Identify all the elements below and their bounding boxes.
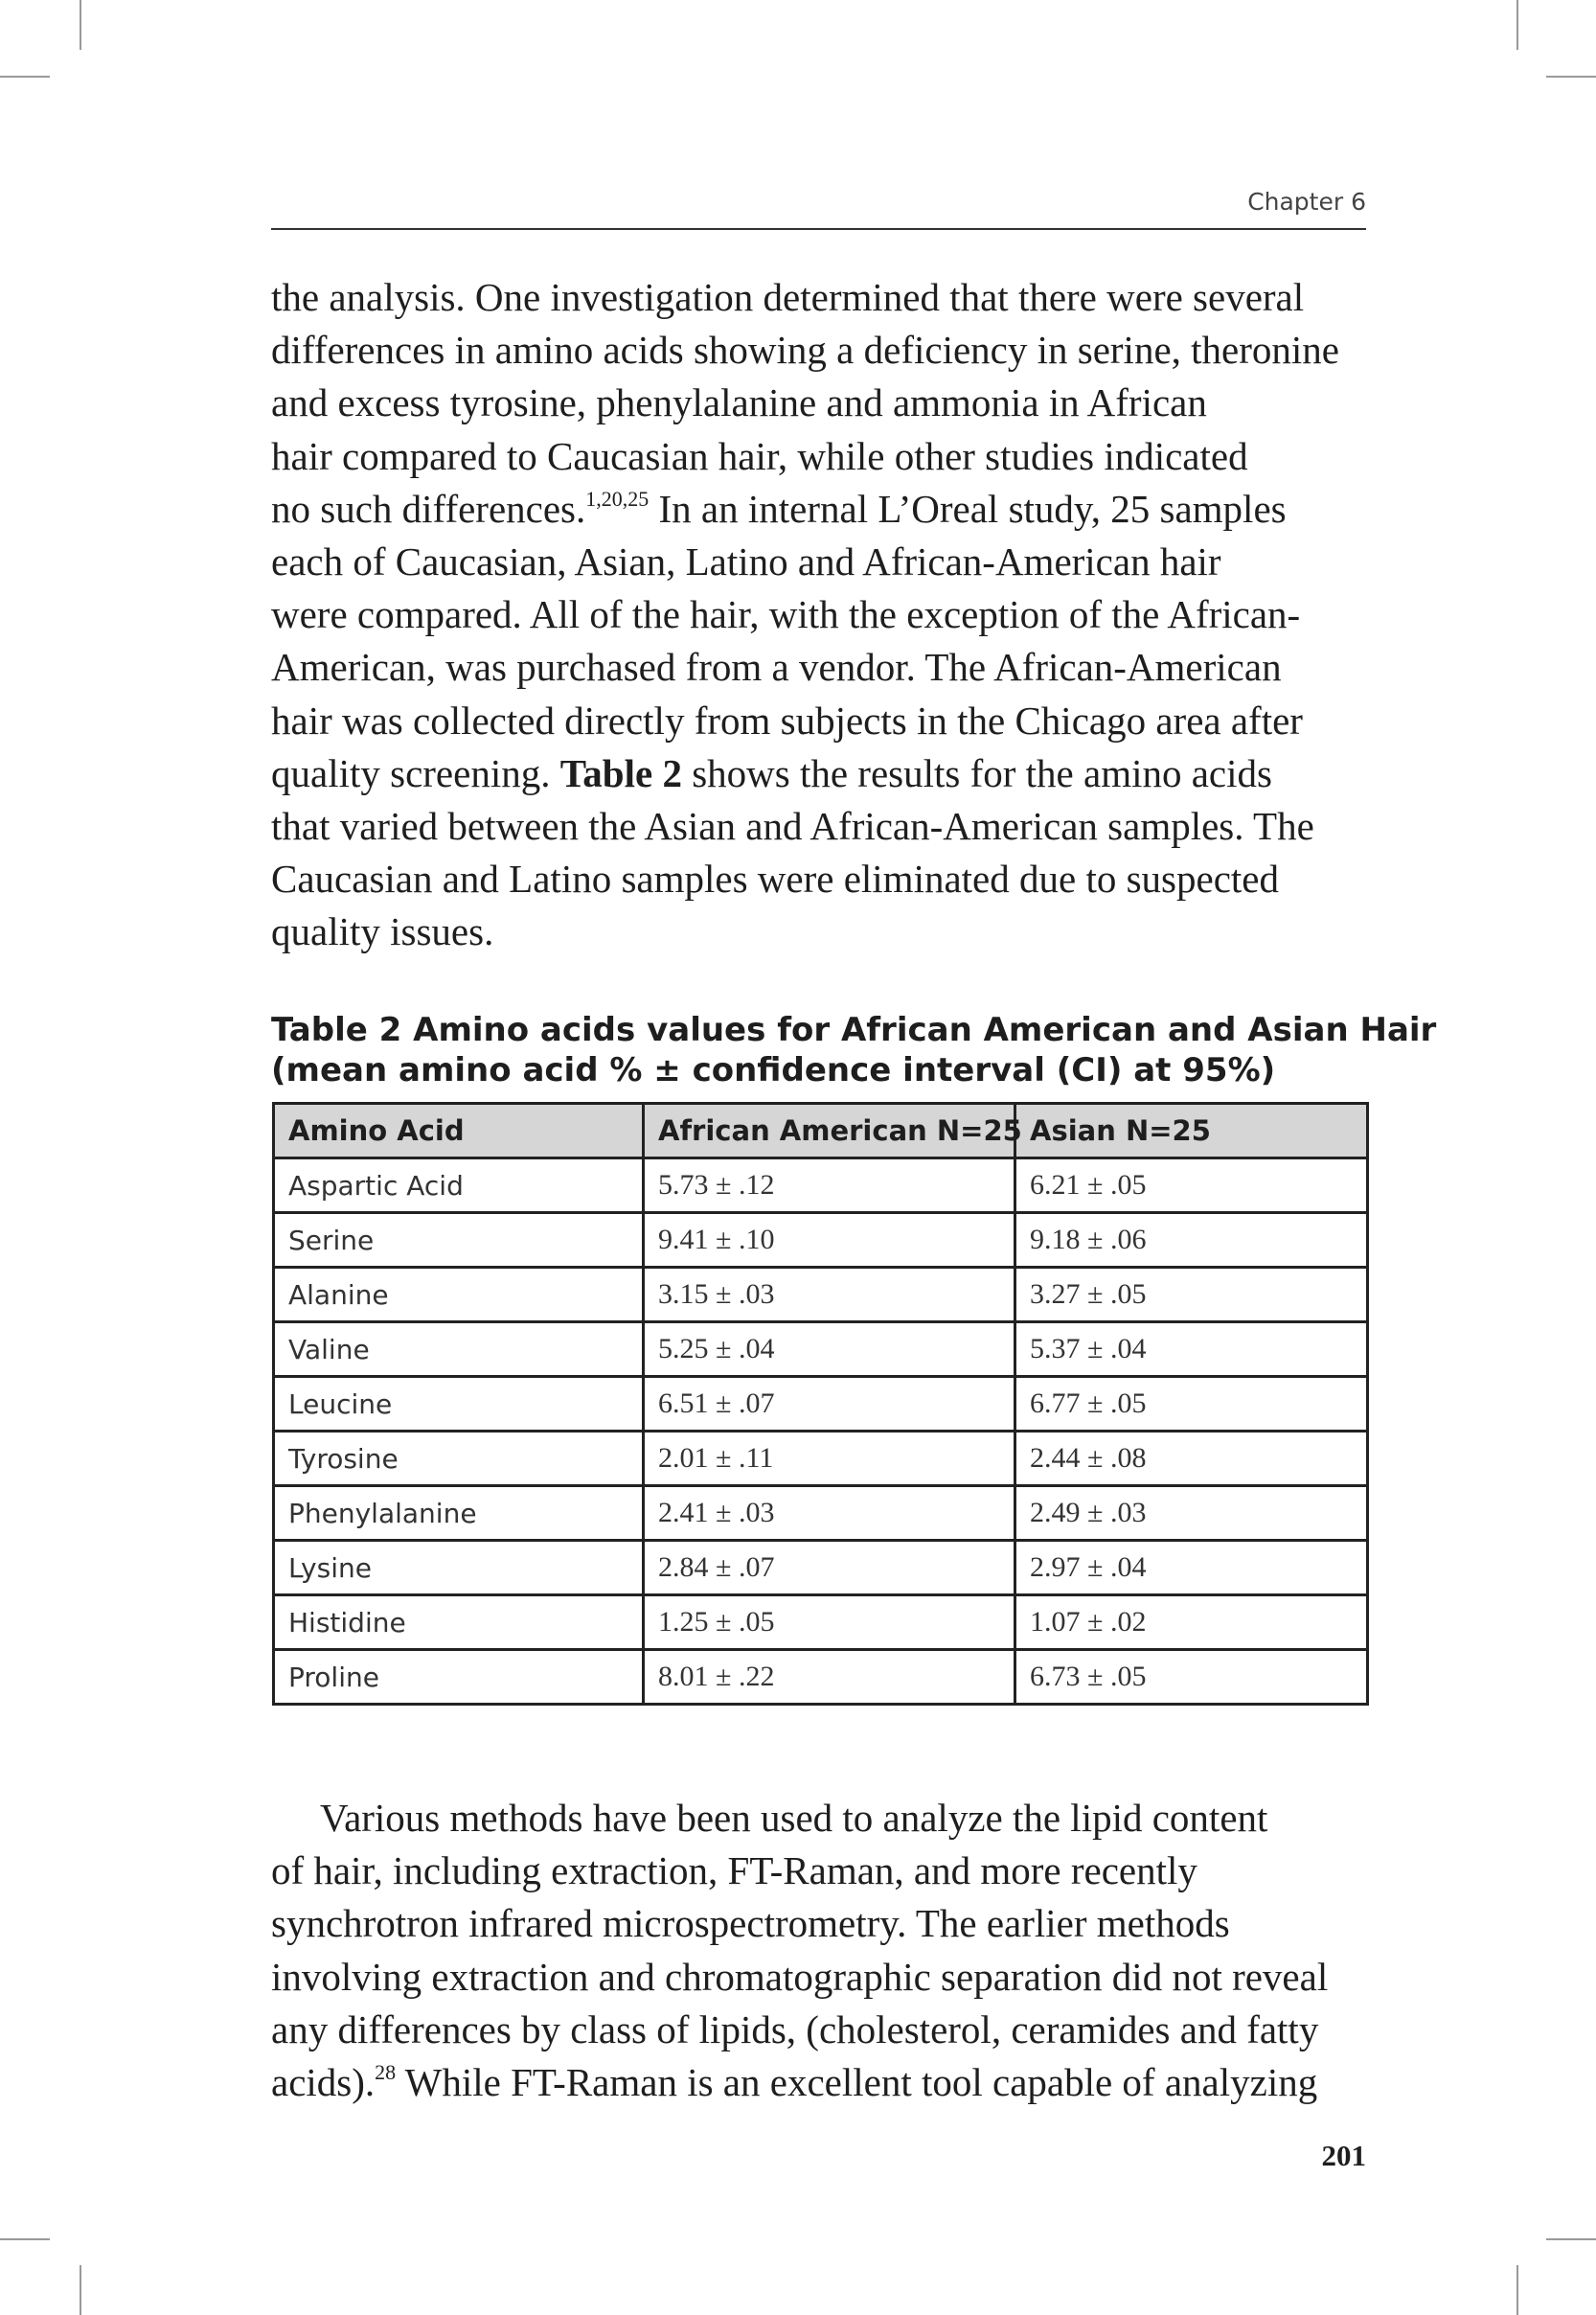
table-row (274, 1322, 1368, 1377)
amino-acid-name: Valine (274, 1322, 644, 1377)
crop-mark (1546, 2238, 1596, 2240)
crop-mark (0, 2238, 50, 2240)
text-line (271, 588, 1366, 641)
asian-value: 5.37 ± .04 (1015, 1322, 1368, 1377)
text-line (271, 271, 1366, 324)
text-run: synchrotron infrared microspectrometry. The earlier methods (271, 1901, 1230, 1946)
amino-acid-name: Phenylalanine (274, 1486, 644, 1541)
crop-mark (0, 76, 50, 78)
table-row (274, 1432, 1368, 1486)
asian-value: 1.07 ± .02 (1015, 1595, 1368, 1650)
page-number: 201 (1321, 2139, 1366, 2172)
text-run: of hair, including extraction, FT-Raman, and more recently (271, 1848, 1197, 1893)
text-line (271, 853, 1366, 905)
amino-acid-name: Proline (274, 1650, 644, 1705)
table-caption (271, 1010, 1437, 1090)
text-line (271, 747, 1366, 800)
text-run: quality issues. (271, 909, 494, 954)
text-line (271, 430, 1366, 483)
text-line (271, 1951, 1366, 2004)
text-run: American, was purchased from a vendor. The African-American (271, 645, 1282, 690)
crop-mark (80, 0, 81, 50)
text-run: shows the results for the amino acids (681, 750, 1272, 795)
text-line (271, 483, 1366, 536)
table-row (274, 1541, 1368, 1595)
amino-acid-name: Serine (274, 1213, 644, 1268)
amino-acid-name: Aspartic Acid (274, 1158, 644, 1213)
asian-value: 2.49 ± .03 (1015, 1486, 1368, 1541)
text-run: were compared. All of the hair, with the exception of the African- (271, 592, 1301, 637)
column-header-asian: Asian N=25 (1015, 1104, 1368, 1158)
asian-value: 3.27 ± .05 (1015, 1268, 1368, 1322)
citation-superscript: 1,20,25 (585, 486, 650, 511)
text-run: While FT-Raman is an excellent tool capable of analyzing (396, 2060, 1318, 2105)
african-american-value: 2.41 ± .03 (644, 1486, 1015, 1541)
body-paragraph (271, 1792, 1366, 2109)
table-row (274, 1595, 1368, 1650)
african-american-value: 1.25 ± .05 (644, 1595, 1015, 1650)
text-line (271, 1897, 1366, 1950)
table-row (274, 1268, 1368, 1322)
asian-value: 6.77 ± .05 (1015, 1377, 1368, 1432)
african-american-value: 2.01 ± .11 (644, 1432, 1015, 1486)
asian-value: 6.21 ± .05 (1015, 1158, 1368, 1213)
text-line (271, 324, 1366, 377)
text-run: that varied between the Asian and African-American samples. The (271, 804, 1314, 849)
column-header-amino-acid: Amino Acid (274, 1104, 644, 1158)
table-row (274, 1650, 1368, 1705)
african-american-value: 5.73 ± .12 (644, 1158, 1015, 1213)
table-header-row (274, 1104, 1368, 1158)
text-run: the analysis. One investigation determined that there were several (271, 275, 1305, 319)
amino-acid-table (272, 1102, 1369, 1706)
text-line (271, 2004, 1366, 2056)
table-caption-line: Table 2 Amino acids values for African American and Asian Hair (271, 1011, 1437, 1049)
asian-value: 2.97 ± .04 (1015, 1541, 1368, 1595)
african-american-value: 5.25 ± .04 (644, 1322, 1015, 1377)
text-run: Caucasian and Latino samples were eliminated due to suspected (271, 857, 1279, 902)
text-run: Various methods have been used to analyze the lipid content (320, 1796, 1268, 1840)
text-line (271, 2056, 1366, 2109)
text-run: and excess tyrosine, phenylalanine and ammonia in African (271, 380, 1207, 425)
asian-value: 2.44 ± .08 (1015, 1432, 1368, 1486)
text-line (271, 695, 1366, 747)
citation-superscript: 28 (375, 2060, 397, 2085)
amino-acid-name: Alanine (274, 1268, 644, 1322)
running-head: Chapter 6 (1247, 188, 1366, 216)
text-run: any differences by class of lipids, (cholesterol, ceramides and fatty (271, 2006, 1319, 2051)
text-line (271, 800, 1366, 853)
table-row (274, 1213, 1368, 1268)
asian-value: 9.18 ± .06 (1015, 1213, 1368, 1268)
african-american-value: 6.51 ± .07 (644, 1377, 1015, 1432)
text-line (271, 377, 1366, 429)
asian-value: 6.73 ± .05 (1015, 1650, 1368, 1705)
amino-acid-name: Leucine (274, 1377, 644, 1432)
amino-acid-name: Tyrosine (274, 1432, 644, 1486)
text-run: no such differences. (271, 486, 586, 531)
text-run: each of Caucasian, Asian, Latino and African-American hair (271, 539, 1221, 584)
header-rule (271, 228, 1366, 230)
amino-acid-name: Lysine (274, 1541, 644, 1595)
table-row (274, 1377, 1368, 1432)
text-run: acids). (271, 2060, 376, 2105)
table-row (274, 1158, 1368, 1213)
text-line (271, 905, 1366, 958)
african-american-value: 2.84 ± .07 (644, 1541, 1015, 1595)
crop-mark (1516, 0, 1518, 50)
african-american-value: 8.01 ± .22 (644, 1650, 1015, 1705)
text-line (271, 1792, 1366, 1845)
text-run: hair was collected directly from subjects in the Chicago area after (271, 698, 1303, 743)
crop-mark (80, 2265, 81, 2315)
body-paragraph (271, 271, 1366, 959)
column-header-african-american: African American N=25 (644, 1104, 1015, 1158)
text-run: involving extraction and chromatographic separation did not reveal (271, 1954, 1329, 1999)
african-american-value: 9.41 ± .10 (644, 1213, 1015, 1268)
text-line (271, 536, 1366, 588)
text-line (271, 1845, 1366, 1897)
text-run: differences in amino acids showing a deficiency in serine, theronine (271, 328, 1339, 373)
table-caption-line: (mean amino acid % ± confidence interval (CI) at 95%) (271, 1051, 1276, 1089)
text-run: In an internal L’Oreal study, 25 samples (649, 486, 1287, 531)
crop-mark (1546, 76, 1596, 78)
text-run: quality screening. (271, 750, 560, 795)
amino-acid-name: Histidine (274, 1595, 644, 1650)
table-reference: Table 2 (559, 750, 682, 795)
text-line (271, 641, 1366, 694)
african-american-value: 3.15 ± .03 (644, 1268, 1015, 1322)
crop-mark (1516, 2265, 1518, 2315)
table-row (274, 1486, 1368, 1541)
text-run: hair compared to Caucasian hair, while other studies indicated (271, 433, 1248, 478)
